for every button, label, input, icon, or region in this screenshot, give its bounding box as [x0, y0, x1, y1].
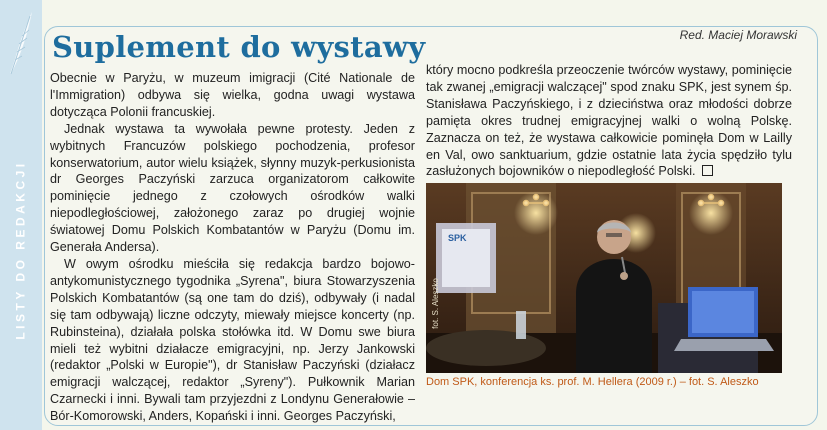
feather-quill-icon	[6, 8, 36, 78]
conference-photo	[426, 183, 782, 373]
right-column	[426, 62, 792, 180]
paragraph: Jednak wystawa ta wywołała pewne protesty. Jeden z wybitnych Francuzów polskiego pochodzenia, profesor konserwatorium, autor wielu książek, słynny muzyk-perkusionista dr Georges Paczyński zarzuca organizatorom całkowite pominięcie jednego z czołowych ośrodków walki niepodległościowej, założonego zaraz po drugiej wojnie światowej Domu Polskich Kombatantów w Paryżu (Domu im. Generała Andersa).	[50, 121, 415, 255]
paragraph-text: który mocno podkreśla przeoczenie twórców wystawy, pominięcie tak zwanej „emigracji walczącej" spod znaku SPK, jest synem śp. Stanisława Paczyńskiego, i z dzieciństwa oraz młodości dobrze pamięta okres trudnej emigracyjnej walki o wolną Polskę. Zaznacza on też, że wystawa całkowicie pominęła Dom w Lailly en Val, owo sanktuarium, gdzie ostatnie lata życia spędziło tylu zasłużonych bojowników o niepodległość Polski.	[426, 63, 792, 179]
photo-credit: fot. S. Aleszko	[430, 277, 440, 329]
section-label: LISTY DO REDAKCJI	[14, 160, 29, 340]
section-sidebar	[0, 0, 42, 430]
left-column	[50, 70, 415, 425]
paragraph: Obecnie w Paryżu, w muzeum imigracji (Cité Nationale de l'Immigration) odbywa się wielka, godna uwagi wystawa dotycząca Polonii francuskiej.	[50, 71, 415, 119]
svg-text:SPK: SPK	[448, 233, 467, 243]
paragraph	[426, 62, 792, 180]
paragraph: W owym ośrodku mieściła się redakcja bardzo bojowo-antykomunistycznego tygodnika „Syrena", biura Stowarzyszenia Polskich Kombatantów (są one tam do dziś), odbywały (i nadal się tam odbywają) liczne odczyty, miewały miejsce koncerty (np. Rubinsteina), działała polska stołówka itd. W Domu swe biura mieli też wybitni działacze emigracyjni, np. Jerzy Jankowski (redaktor „Polski w Europie"), dr Stanisław Paczyński (działacz emigracji walczącej, redaktor „Syreny"). Pułkownik Marian Czarnecki i inni. Bywali tam przyjezdni z Londynu Generałowie – Bór-Komorowski, Anders, Kopański i inni. Georges Paczyński,	[50, 256, 415, 424]
end-mark-icon	[702, 165, 713, 176]
article-author: Red. Maciej Morawski	[679, 28, 797, 42]
photo-scene	[426, 183, 782, 373]
photo-caption: Dom SPK, konferencja ks. prof. M. Hellera (2009 r.) – fot. S. Aleszko	[426, 376, 759, 388]
article-title: Suplement do wystawy	[52, 30, 426, 64]
